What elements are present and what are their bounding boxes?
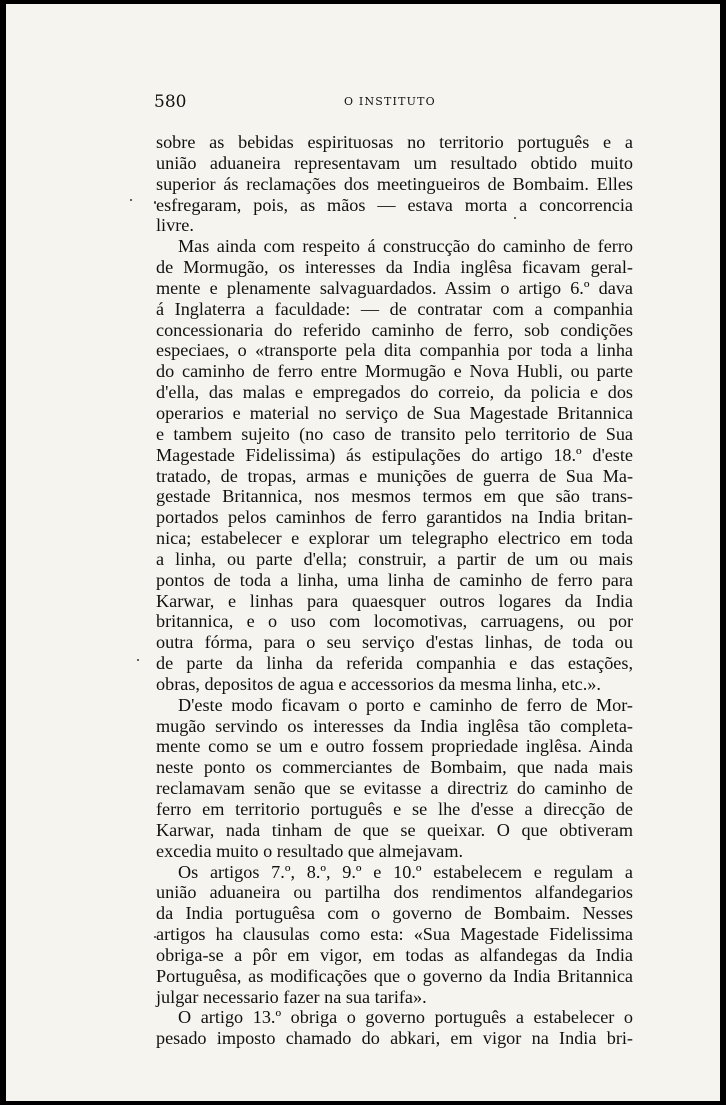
text-line: obriga-se a pôr em vigor, em todas as alfandegas da India [156,944,633,965]
print-speck [130,199,132,201]
text-line: Mas ainda com respeito á construcção do caminho de ferro [178,236,633,257]
text-line: excedia muito o resultado que almejavam. [156,840,464,861]
text-line: Karwar, e linhas para quaesquer outros logares da India [156,590,633,611]
text-line: de Mormugão, os interesses da India inglêsa ficavam geral- [156,257,633,278]
text-line: concessionaria do referido caminho de ferro, sob condições [156,319,633,340]
text-line: O artigo 13.º obriga o governo português a estabelecer o [178,1007,633,1028]
text-line: união aduaneira representavam um resultado obtido muito [156,152,633,173]
text-line: julgar necessario fazer na sua tarifa». [156,986,427,1007]
text-line: britannica, e o uso com locomotivas, carruagens, ou por [156,611,633,632]
text-line: obras, depositos de agua e accessorios da mesma linha, etc.». [156,673,601,694]
book-page [6,4,720,1101]
text-line: ferro em territorio português e se lhe d'esse a direcção de [156,799,633,819]
text-line: do caminho de ferro entre Mormugão e Nova Hubli, ou parte [156,361,633,382]
print-speck [137,659,139,661]
text-line: artigos ha clausulas como esta: «Sua Magestade Fidelissima [156,924,633,945]
text-line: superior ás reclamações dos meetingueiros de Bombaim. Elles [156,173,633,194]
print-speck [514,217,516,219]
text-line: pontos de toda a linha, uma linha de caminho de ferro para [156,569,633,590]
text-line: mente e plenamente salvaguardados. Assim o artigo 6.º dava [156,277,633,298]
text-line: Os artigos 7.º, 8.º, 9.º e 10.º estabelecem e regulam a [178,861,633,882]
text-line: a linha, ou parte d'ella; construir, a partir de um ou mais [156,548,633,569]
text-line: e tambem sujeito (no caso de transito pelo territorio de Sua [156,423,633,444]
text-line: D'este modo ficavam o porto e caminho de ferro de Mor- [178,694,633,715]
text-line: de parte da linha da referida companhia e das estações, [156,653,633,674]
text-line: mente como se um e outro fossem propriedade inglêsa. Ainda [156,736,633,757]
text-line: pesado imposto chamado do abkari, em vigor na India bri- [156,1028,633,1049]
text-line: operarios e material no serviço de Sua Magestade Britannica [156,402,633,423]
body-text [156,132,633,1049]
text-line: portados pelos caminhos de ferro garantidos na India britan- [156,507,633,528]
text-line: união aduaneira ou partilha dos rendimentos alfandegarios [156,882,633,903]
text-line: tratado, de tropas, armas e munições de guerra de Sua Ma- [156,465,633,486]
print-speck [154,936,156,938]
text-line: sobre as bebidas espirituosas no territorio português e a [156,132,633,152]
page-number: 580 [154,92,187,112]
text-line: da India portuguêsa com o governo de Bombaim. Nesses [156,903,633,924]
running-title: O INSTITUTO [344,95,436,108]
text-line: Portuguêsa, as modificações que o governo da India Britannica [156,965,633,986]
text-line: livre. [156,215,194,236]
text-line: reclamavam senão que se evitasse a directriz do caminho de [156,778,633,799]
text-line: esfregaram, pois, as mãos — estava morta a concorrencia [156,194,633,215]
text-line: outra fórma, para o seu serviço d'estas linhas, de toda ou [156,632,633,653]
print-speck [154,201,156,204]
text-line: mugão servindo os interesses da India inglêsa tão completa- [156,715,633,736]
text-line: neste ponto os commerciantes de Bombaim, que nada mais [156,757,633,778]
text-line: d'ella, das malas e empregados do correio, da policia e dos [156,382,633,403]
page-header [154,92,634,114]
text-line: Magestade Fidelissima) ás estipulações do artigo 18.º d'este [156,444,633,465]
text-line: á Inglaterra a faculdade: — de contratar com a companhia [156,298,633,319]
text-line: nica; estabelecer e explorar um telegrapho electrico em toda [156,528,633,549]
text-line: Karwar, nada tinham de que se queixar. O que obtiveram [156,819,633,840]
text-line: gestade Britannica, nos mesmos termos em que são trans- [156,486,633,507]
text-line: especiaes, o «transporte pela dita companhia por toda a linha [156,340,633,361]
